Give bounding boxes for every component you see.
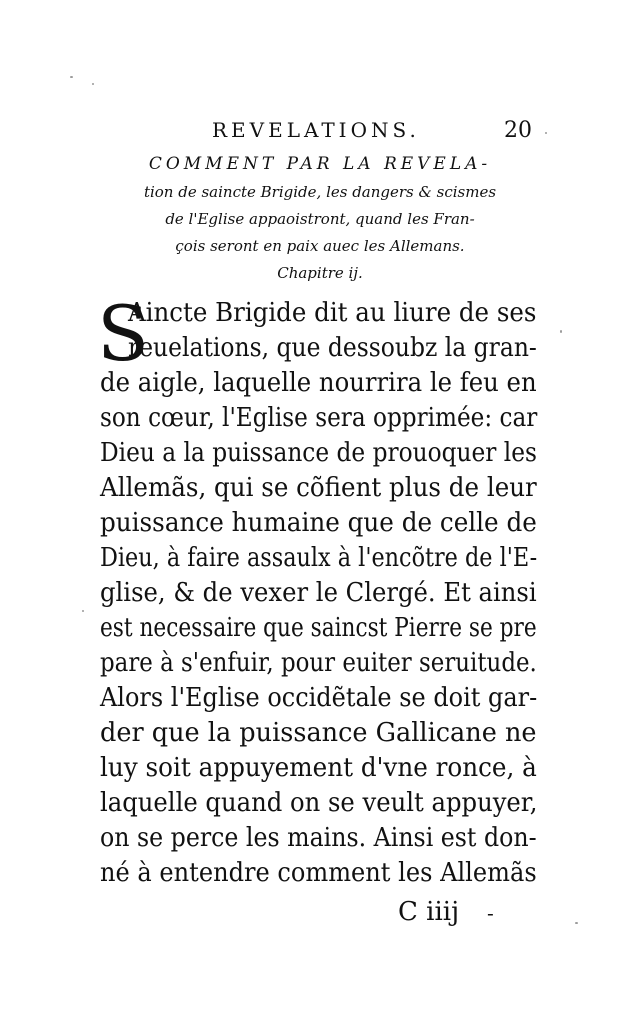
chapter-heading-line: tion de saincte Brigide, les dangers & scismes — [143, 183, 497, 201]
paper-speck — [70, 76, 73, 78]
body-text-line: né à entendre comment les Allemãs — [100, 858, 537, 888]
body-text-line: Dieu a la puissance de prouoquer les — [100, 438, 537, 468]
body-text-line: Allemãs, qui se cõfient plus de leur — [100, 473, 537, 503]
paper-speck — [92, 83, 94, 85]
chapter-heading-line: çois seront en paix auec les Allemans. — [175, 237, 465, 255]
body-text-line: puissance humaine que de celle de — [100, 508, 537, 538]
paper-speck — [545, 132, 547, 134]
signature-catchword: C iiij — [398, 897, 460, 927]
drop-capital: S — [97, 289, 150, 378]
signature-mark: - — [487, 901, 494, 925]
chapter-heading-line: de l'Eglise appaoistront, quand les Fran- — [165, 210, 475, 228]
body-text-line: son cœur, l'Eglise sera opprimée: car — [100, 403, 538, 433]
body-text-line: de aigle, laquelle nourrira le feu en — [100, 368, 537, 398]
chapter-heading-line: COMMENT PAR LA REVELA- — [148, 154, 492, 174]
body-text-line: Alors l'Eglise occidẽtale se doit gar- — [100, 683, 538, 713]
body-text-line: Aincte Brigide dit au liure de ses — [128, 298, 537, 328]
body-text-line: est necessaire que saincst Pierre se pre — [100, 613, 537, 643]
running-head: REVELATIONS. — [212, 118, 420, 142]
body-text-line: glise, & de vexer le Clergé. Et ainsi — [100, 578, 537, 608]
body-text-line: Dieu, à faire assaulx à l'encõtre de l'E- — [100, 543, 538, 573]
body-text-line: luy soit appuyement d'vne ronce, à — [100, 753, 537, 783]
paper-speck — [575, 922, 578, 924]
body-text-line: reuelations, que dessoubz la gran- — [128, 333, 537, 363]
page-number: 20 — [504, 118, 532, 143]
body-text-line: on se perce les mains. Ainsi est don- — [100, 823, 537, 853]
paper-speck — [82, 610, 84, 612]
paper-speck — [560, 330, 562, 333]
body-text-line: der que la puissance Gallicane ne — [100, 718, 537, 748]
chapter-number: Chapitre ij. — [277, 264, 363, 282]
body-text-line: laquelle quand on se veult appuyer, — [100, 788, 538, 818]
body-text-line: pare à s'enfuir, pour euiter seruitude. — [100, 648, 537, 678]
